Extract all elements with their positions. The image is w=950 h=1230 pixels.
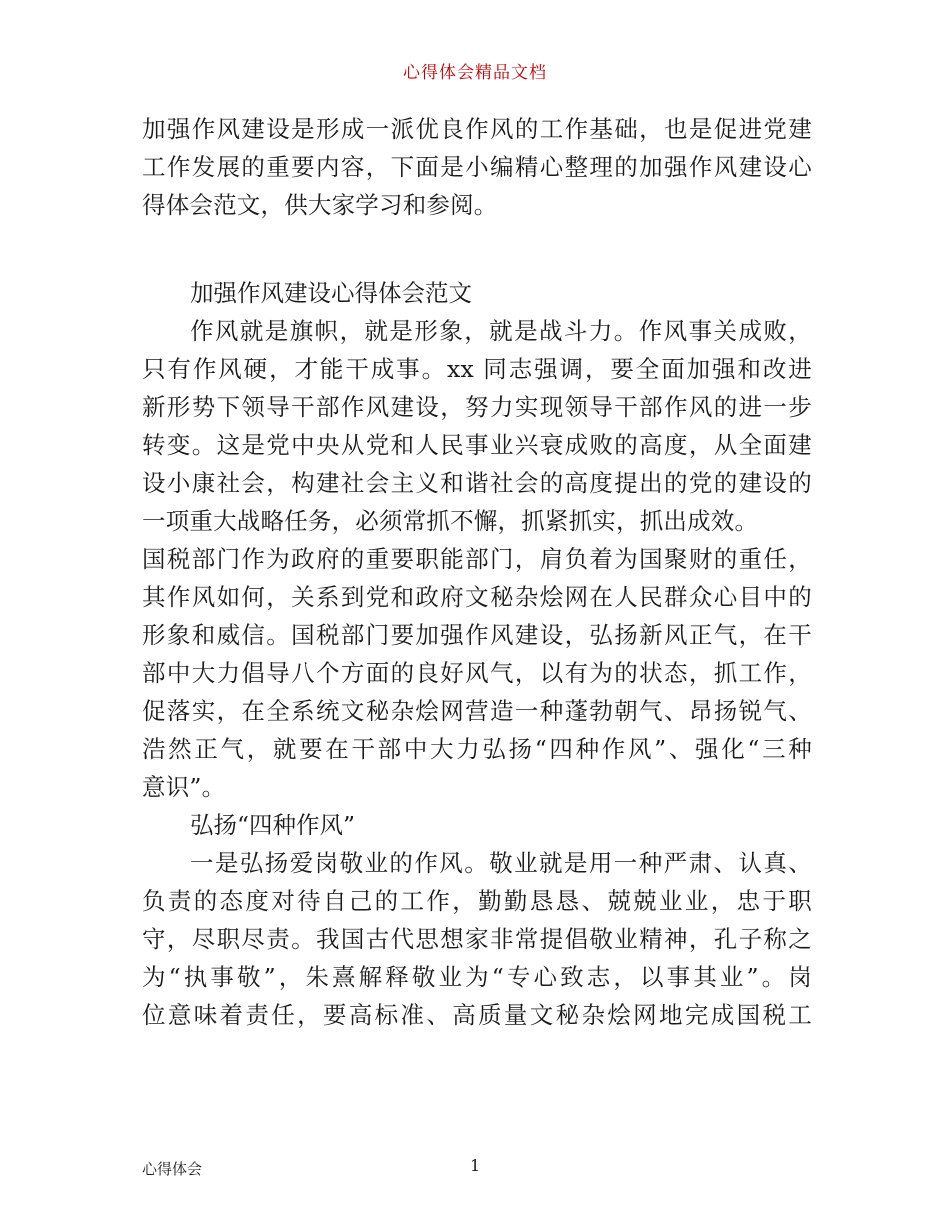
text-line: 一是弘扬爱岗敬业的作风。敬业就是用一种严肃、认真、 [190,849,812,877]
text-line: 得体会范文，供大家学习和参阅。 [142,191,498,219]
text-line: 为“执事敬”，朱熹解释敬业为“专心致志，以事其业”。岗 [142,963,812,991]
text-line: 设小康社会，构建社会主义和谐社会的高度提出的党的建设的 [142,469,812,497]
text-line: 工作发展的重要内容，下面是小编精心整理的加强作风建设心 [142,153,812,181]
text-line: 一项重大战略任务，必须常抓不懈，抓紧抓实，抓出成效。 [142,507,759,535]
text-line: 国税部门作为政府的重要职能部门，肩负着为国聚财的重任， [142,545,812,573]
text-line: 负责的态度对待自己的工作，勤勤恳恳、兢兢业业，忠于职 [142,887,812,915]
text-line: 位意味着责任，要高标准、高质量文秘杂烩网地完成国税工 [142,1001,812,1029]
text-line: 形象和威信。国税部门要加强作风建设，弘扬新风正气，在干 [142,621,812,649]
section-title: 加强作风建设心得体会范文 [190,279,472,307]
text-line: 新形势下领导干部作风建设，努力实现领导干部作风的进一步 [142,393,812,421]
text-line: 加强作风建设是形成一派优良作风的工作基础，也是促进党建 [142,115,812,143]
text-line: 守，尽职尽责。我国古代思想家非常提倡敬业精神，孔子称之 [142,925,812,953]
paragraph-gap [142,224,812,274]
intro-paragraph [142,110,812,224]
paragraph-2 [142,540,812,806]
text-line: 转变。这是党中央从党和人民事业兴衰成败的高度，从全面建 [142,431,812,459]
paragraph-3 [142,844,812,1034]
text-line: 意识”。 [142,773,226,801]
text-line: 作风就是旗帜，就是形象，就是战斗力。作风事关成败， [190,317,812,345]
text-line: 部中大力倡导八个方面的良好风气，以有为的状态，抓工作， [142,659,812,687]
document-body [142,110,812,1034]
text-line: 浩然正气，就要在干部中大力弘扬“四种作风”、强化“三种 [142,735,812,763]
text-line: 只有作风硬，才能干成事。xx 同志强调，要全面加强和改进 [142,355,812,383]
page-number: 1 [470,1156,481,1175]
text-line: 其作风如何，关系到党和政府文秘杂烩网在人民群众心目中的 [142,583,812,611]
subheading: 弘扬“四种作风” [190,811,356,839]
text-line: 促落实，在全系统文秘杂烩网营造一种蓬勃朝气、昂扬锐气、 [142,697,812,725]
footer-label: 心得体会 [142,1160,203,1178]
document-header: 心得体会精品文档 [403,63,547,83]
paragraph-1 [142,312,812,540]
